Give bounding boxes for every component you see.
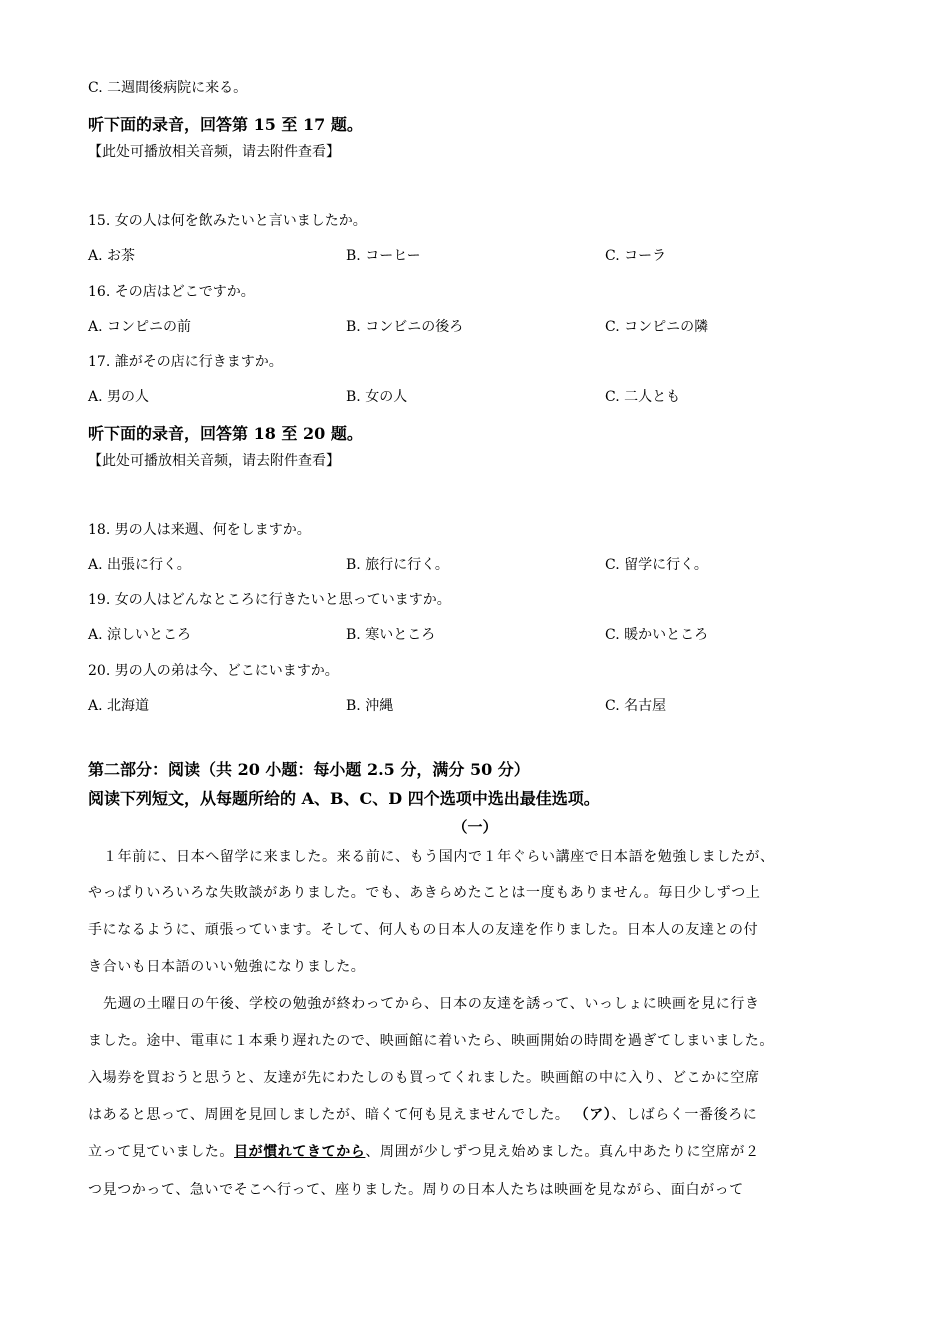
q15-option-a: A. お茶 xyxy=(88,248,136,264)
passage-line: やっぱりいろいろな失敗談がありました。でも、あきらめたことは一度もありません。毎日少しずつ上 xyxy=(88,885,761,901)
passage-line: 手になるように、頑張っています。そして、何人もの日本人の友達を作りました。日本人の友達との付 xyxy=(88,922,759,938)
q19-option-a: A. 涼しいところ xyxy=(88,627,192,643)
passage-line: 入場券を買おうと思うと、友達が先にわたしのも買ってくれました。映画館の中に入り、どこかに空席 xyxy=(88,1070,760,1086)
q17-option-b: B. 女の人 xyxy=(346,389,408,405)
passage-line xyxy=(88,1141,878,1161)
q18-option-a: A. 出張に行く。 xyxy=(88,557,191,573)
q19-option-c: C. 暖かいところ xyxy=(605,627,709,643)
q16-option-a: A. コンピニの前 xyxy=(88,319,192,335)
top-option: C. 二週間後病院に来る。 xyxy=(88,80,248,96)
q16-option-b: B. コンビニの後ろ xyxy=(346,319,464,335)
q17-option-c: C. 二人とも xyxy=(605,389,681,405)
question-19: 19. 女の人はどんなところに行きたいと思っていますか。 xyxy=(88,592,451,608)
q16-option-c: C. コンピニの隣 xyxy=(605,319,709,335)
passage-line: き合いも日本語のいい勉強になりました。 xyxy=(88,959,366,975)
q20-option-a: A. 北海道 xyxy=(88,698,150,714)
question-16: 16. その店はどこですか。 xyxy=(88,284,255,300)
q19-option-b: B. 寒いところ xyxy=(346,627,436,643)
passage-line: １年前に、日本へ留学に来ました。来る前に、もう国内で１年ぐらい講座で日本語を勉強しましたが、 xyxy=(103,849,775,865)
audio-note-15-17: 【此处可播放相关音频，请去附件查看】 xyxy=(88,144,340,160)
section-heading-18-20: 听下面的录音，回答第 18 至 20 题。 xyxy=(88,424,363,443)
part2-title: 第二部分：阅读（共 20 小题：每小题 2.5 分，满分 50 分） xyxy=(88,760,530,779)
section-label: （一） xyxy=(452,818,498,836)
question-15: 15. 女の人は何を飲みたいと言いましたか。 xyxy=(88,213,367,229)
passage-text: 、しばらく一番後ろに xyxy=(611,1107,758,1123)
passage-text: はあると思って、周囲を見回しましたが、暗くて何も見えませんでした。 xyxy=(88,1107,570,1123)
part2-instruction: 阅读下列短文，从每题所给的 A、B、C、D 四个选项中选出最佳选项。 xyxy=(88,789,600,808)
q15-option-b: B. コーヒー xyxy=(346,248,421,264)
blank-a-marker: （ア） xyxy=(574,1107,612,1123)
q20-option-c: C. 名古屋 xyxy=(605,698,667,714)
section-heading-15-17: 听下面的录音，回答第 15 至 17 题。 xyxy=(88,115,363,134)
question-20: 20. 男の人の弟は今、どこにいますか。 xyxy=(88,663,339,679)
q17-option-a: A. 男の人 xyxy=(88,389,150,405)
underlined-phrase: 目が慣れてきてから xyxy=(234,1144,366,1160)
q15-option-c: C. コーラ xyxy=(605,248,667,264)
question-17: 17. 誰がその店に行きますか。 xyxy=(88,354,283,370)
q20-option-b: B. 沖縄 xyxy=(346,698,394,714)
passage-line: つ見つかって、急いでそこへ行って、座りました。周りの日本人たちは映画を見ながら、面白がって xyxy=(88,1182,744,1198)
question-18: 18. 男の人は来週、何をしますか。 xyxy=(88,522,311,538)
passage-text: 、周囲が少しずつ見え始めました。真ん中あたりに空席が２ xyxy=(365,1144,760,1160)
audio-note-18-20: 【此处可播放相关音频，请去附件查看】 xyxy=(88,453,340,469)
q18-option-b: B. 旅行に行く。 xyxy=(346,557,449,573)
passage-line: 先週の土曜日の午後、学校の勉強が終わってから、日本の友達を誘って、いっしょに映画を見に行き xyxy=(103,996,760,1012)
passage-line xyxy=(88,1104,878,1124)
passage-text: 立って見ていました。 xyxy=(88,1144,234,1160)
q18-option-c: C. 留学に行く。 xyxy=(605,557,708,573)
passage-line: ました。途中、電車に１本乗り遅れたので、映画館に着いたら、映画開始の時間を過ぎてしまいました。 xyxy=(88,1033,774,1049)
